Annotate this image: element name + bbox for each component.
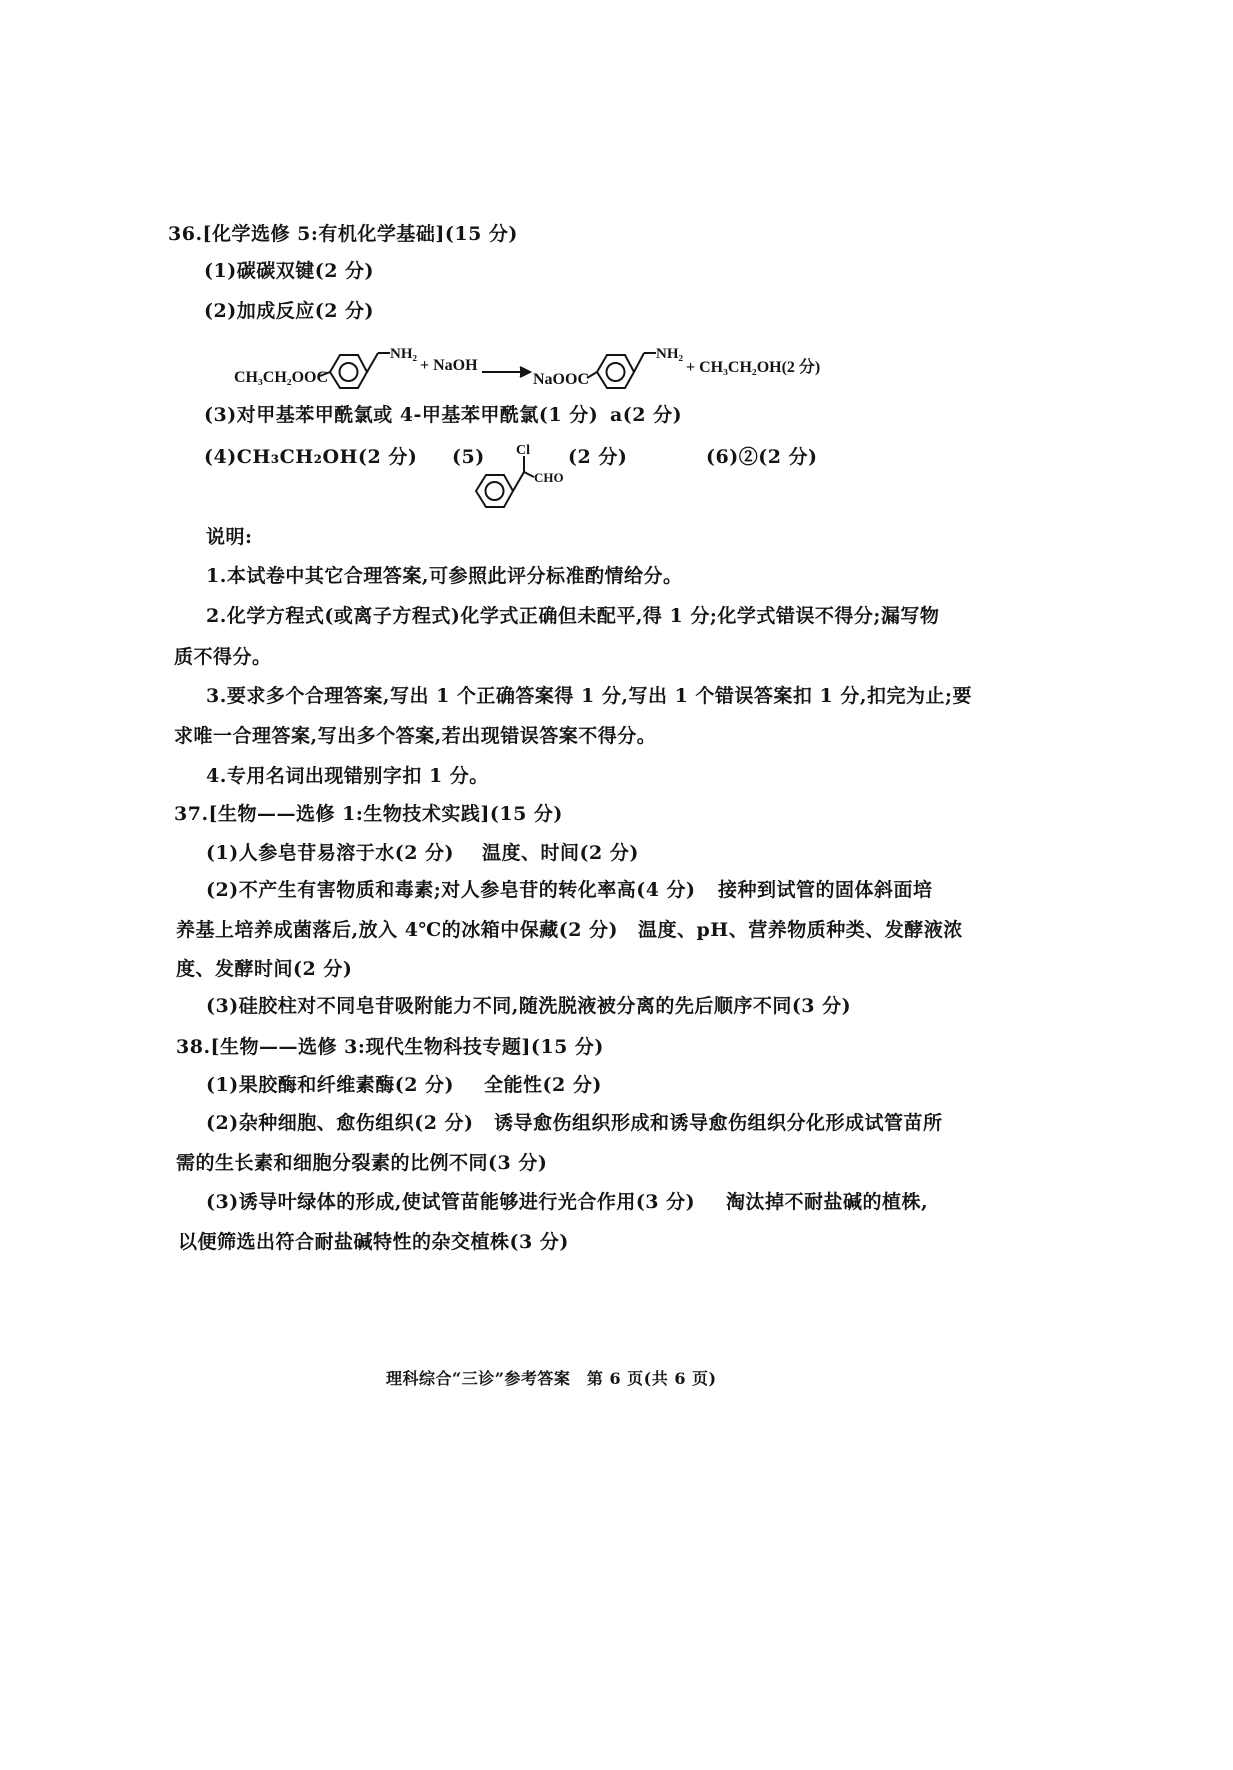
byproduct-ethanol: + CH₃CH₂OH(2 分): [686, 359, 821, 376]
q38-answer-1: (1)果胶酶和纤维素酶(2 分): [206, 1074, 455, 1096]
q38-answer-3-line-1b: 淘汰掉不耐盐碱的植株,: [726, 1191, 929, 1213]
notes-heading: 说明:: [206, 526, 253, 548]
q38-title: 38.[生物——选修 3:现代生物科技专题](15 分): [176, 1036, 604, 1058]
q36-answer-5-label: (5): [452, 446, 485, 468]
q38-answer-2-line-2: 需的生长素和细胞分裂素的比例不同(3 分): [176, 1152, 548, 1174]
reactant-benzene-ring: [330, 355, 367, 388]
reagent-naoh: + NaOH: [420, 357, 478, 374]
q37-title: 37.[生物——选修 1:生物技术实践](15 分): [174, 803, 563, 825]
product-carboxylate: NaOOC: [533, 371, 589, 388]
q37-answer-2-line-1a: (2)不产生有害物质和毒素;对人参皂苷的转化率高(4 分): [206, 879, 696, 901]
q37-answer-2-line-2b: 温度、pH、营养物质种类、发酵液浓: [638, 919, 963, 941]
q36-answer-1: (1)碳碳双键(2 分): [204, 260, 375, 282]
note-2-line-1: 2.化学方程式(或离子方程式)化学式正确但未配平,得 1 分;化学式错误不得分;漏写物: [206, 605, 940, 627]
phenyl-ring: [476, 475, 513, 507]
q37-answer-1: (1)人参皂苷易溶于水(2 分): [206, 842, 455, 864]
q38-answer-3-line-2: 以便筛选出符合耐盐碱特性的杂交植株(3 分): [178, 1231, 569, 1253]
chloro-label: Cl: [516, 443, 530, 458]
q37-answer-1b: 温度、时间(2 分): [482, 842, 639, 864]
reactant-ester-group: CH₃CH₂OOC: [234, 369, 329, 386]
note-3-line-2: 求唯一合理答案,写出多个答案,若出现错误答案不得分。: [174, 725, 657, 747]
page-footer: 理科综合“三诊”参考答案 第 6 页(共 6 页): [386, 1369, 717, 1388]
q37-answer-3: (3)硅胶柱对不同皂苷吸附能力不同,随洗脱液被分离的先后顺序不同(3 分): [206, 995, 852, 1017]
answer-5-structure: [470, 440, 580, 510]
q36-title: 36.[化学选修 5:有机化学基础](15 分): [168, 223, 518, 245]
q38-answer-2-line-1b: 诱导愈伤组织形成和诱导愈伤组织分化形成试管苗所: [494, 1112, 943, 1134]
q37-answer-2-line-2a: 养基上培养成菌落后,放入 4℃的冰箱中保藏(2 分): [176, 919, 619, 941]
q38-answer-1b: 全能性(2 分): [484, 1074, 602, 1096]
q36-answer-2: (2)加成反应(2 分): [204, 300, 375, 322]
note-2-line-2: 质不得分。: [174, 646, 272, 668]
q36-answer-3: (3)对甲基苯甲酰氯或 4-甲基苯甲酰氯(1 分): [204, 404, 599, 426]
q38-answer-3-line-1a: (3)诱导叶绿体的形成,使试管苗能够进行光合作用(3 分): [206, 1191, 696, 1213]
q36-answer-6: (6)②(2 分): [706, 446, 818, 468]
product-amine: NH₂: [656, 346, 683, 362]
product-benzene-ring: [597, 355, 634, 388]
note-4: 4.专用名词出现错别字扣 1 分。: [206, 765, 489, 787]
note-1: 1.本试卷中其它合理答案,可参照此评分标准酌情给分。: [206, 565, 683, 587]
reactant-amine: NH₂: [390, 346, 417, 362]
q37-answer-2-line-1b: 接种到试管的固体斜面培: [718, 879, 933, 901]
q36-answer-4: (4)CH₃CH₂OH(2 分): [204, 446, 418, 468]
q36-answer-5-score: (2 分): [568, 446, 628, 468]
aldehyde-label: CHO: [534, 470, 564, 485]
q37-answer-2-line-3: 度、发酵时间(2 分): [176, 958, 353, 980]
q38-answer-2-line-1a: (2)杂种细胞、愈伤组织(2 分): [206, 1112, 474, 1134]
note-3-line-1: 3.要求多个合理答案,写出 1 个正确答案得 1 分,写出 1 个错误答案扣 1 分,扣完为止;要: [206, 685, 972, 707]
q36-answer-3-part-a: a(2 分): [610, 404, 683, 426]
reaction-equation: [230, 336, 890, 396]
